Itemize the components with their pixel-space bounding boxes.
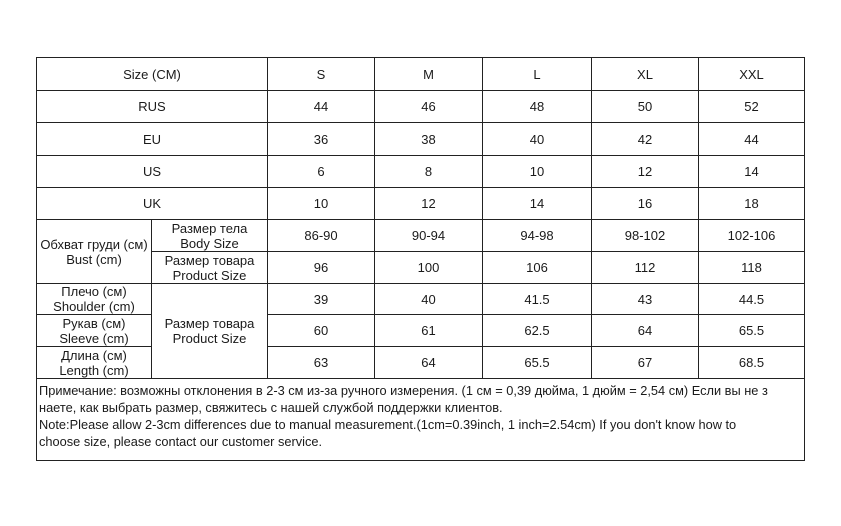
size-header-m: M <box>375 58 483 91</box>
table-cell: 40 <box>375 284 483 315</box>
table-cell: 68.5 <box>699 347 805 379</box>
row-label-bust <box>37 220 152 284</box>
shoulder-label-en: Shoulder (cm) <box>53 299 135 314</box>
table-cell: 39 <box>268 284 375 315</box>
table-row-us <box>37 156 805 188</box>
row-label-eu: EU <box>37 123 268 156</box>
size-header-s: S <box>268 58 375 91</box>
table-row-bust-body <box>37 220 805 252</box>
table-cell: 42 <box>592 123 699 156</box>
table-cell: 6 <box>268 156 375 188</box>
sublabel-product-size-merged <box>152 284 268 379</box>
sublabel-product-size <box>152 252 268 284</box>
note-row <box>37 379 805 461</box>
size-header-label: Size (CM) <box>37 58 268 91</box>
row-label-length <box>37 347 152 379</box>
body-size-en: Body Size <box>180 235 239 251</box>
length-label-en: Length (cm) <box>59 362 129 378</box>
product-size-ru: Размер товара <box>164 252 255 268</box>
table-cell: 14 <box>483 188 592 220</box>
table-cell: 62.5 <box>483 315 592 347</box>
table-cell: 41.5 <box>483 284 592 315</box>
bust-label-en: Bust (cm) <box>66 251 122 267</box>
table-cell: 100 <box>375 252 483 284</box>
table-cell: 12 <box>375 188 483 220</box>
table-cell: 43 <box>592 284 699 315</box>
table-cell: 16 <box>592 188 699 220</box>
table-cell: 112 <box>592 252 699 284</box>
table-cell: 96 <box>268 252 375 284</box>
table-row-eu <box>37 123 805 156</box>
table-cell: 63 <box>268 347 375 379</box>
note-en-line-1: Note:Please allow 2-3cm differences due to manual measurement.(1cm=0.39inch, 1 inch=2.54cm) If you don't know how to <box>39 417 737 432</box>
table-cell: 64 <box>592 315 699 347</box>
table-cell: 102-106 <box>699 220 805 252</box>
table-cell: 86-90 <box>268 220 375 252</box>
product-size-ru: Размер товара <box>164 316 255 331</box>
table-cell: 65.5 <box>699 315 805 347</box>
table-cell: 40 <box>483 123 592 156</box>
shoulder-label-ru: Плечо (см) <box>61 284 127 299</box>
table-cell: 61 <box>375 315 483 347</box>
product-size-en: Product Size <box>172 267 247 283</box>
note-ru-line-2: наете, как выбрать размер, свяжитесь с нашей службой поддержки клиентов. <box>39 400 503 415</box>
row-label-shoulder <box>37 284 152 315</box>
table-cell: 38 <box>375 123 483 156</box>
table-cell: 106 <box>483 252 592 284</box>
note-en-line-2: choose size, please contact our customer service. <box>39 434 323 449</box>
measurement-note <box>37 379 805 461</box>
header-row <box>37 58 805 91</box>
table-row-rus <box>37 91 805 123</box>
row-label-us: US <box>37 156 268 188</box>
table-cell: 8 <box>375 156 483 188</box>
size-header-xl: XL <box>592 58 699 91</box>
table-cell: 44 <box>699 123 805 156</box>
table-cell: 118 <box>699 252 805 284</box>
size-chart-table <box>36 57 805 461</box>
table-cell: 67 <box>592 347 699 379</box>
row-label-sleeve <box>37 315 152 347</box>
length-label-ru: Длина (см) <box>61 347 127 363</box>
table-cell: 60 <box>268 315 375 347</box>
bust-label-ru: Обхват груди (см) <box>40 236 148 252</box>
row-label-rus: RUS <box>37 91 268 123</box>
size-header-l: L <box>483 58 592 91</box>
table-cell: 44.5 <box>699 284 805 315</box>
table-cell: 46 <box>375 91 483 123</box>
table-cell: 48 <box>483 91 592 123</box>
table-cell: 50 <box>592 91 699 123</box>
table-cell: 94-98 <box>483 220 592 252</box>
table-cell: 52 <box>699 91 805 123</box>
sleeve-label-en: Sleeve (cm) <box>59 330 129 346</box>
table-cell: 12 <box>592 156 699 188</box>
table-cell: 65.5 <box>483 347 592 379</box>
sublabel-body-size <box>152 220 268 252</box>
table-cell: 90-94 <box>375 220 483 252</box>
table-cell: 10 <box>268 188 375 220</box>
table-cell: 98-102 <box>592 220 699 252</box>
product-size-en: Product Size <box>172 331 247 346</box>
table-cell: 14 <box>699 156 805 188</box>
note-ru-line-1: Примечание: возможны отклонения в 2-3 см из-за ручного измерения. (1 см = 0,39 дюйма, 1 дюйм = 2,54 см) Если вы не з <box>39 383 768 398</box>
row-label-uk: UK <box>37 188 268 220</box>
size-header-xxl: XXL <box>699 58 805 91</box>
table-cell: 44 <box>268 91 375 123</box>
table-row-uk <box>37 188 805 220</box>
body-size-ru: Размер тела <box>171 220 248 236</box>
table-cell: 10 <box>483 156 592 188</box>
sleeve-label-ru: Рукав (см) <box>62 315 126 331</box>
table-cell: 64 <box>375 347 483 379</box>
table-row-shoulder <box>37 284 805 315</box>
table-cell: 18 <box>699 188 805 220</box>
table-row-bust-product <box>37 252 805 284</box>
table-cell: 36 <box>268 123 375 156</box>
